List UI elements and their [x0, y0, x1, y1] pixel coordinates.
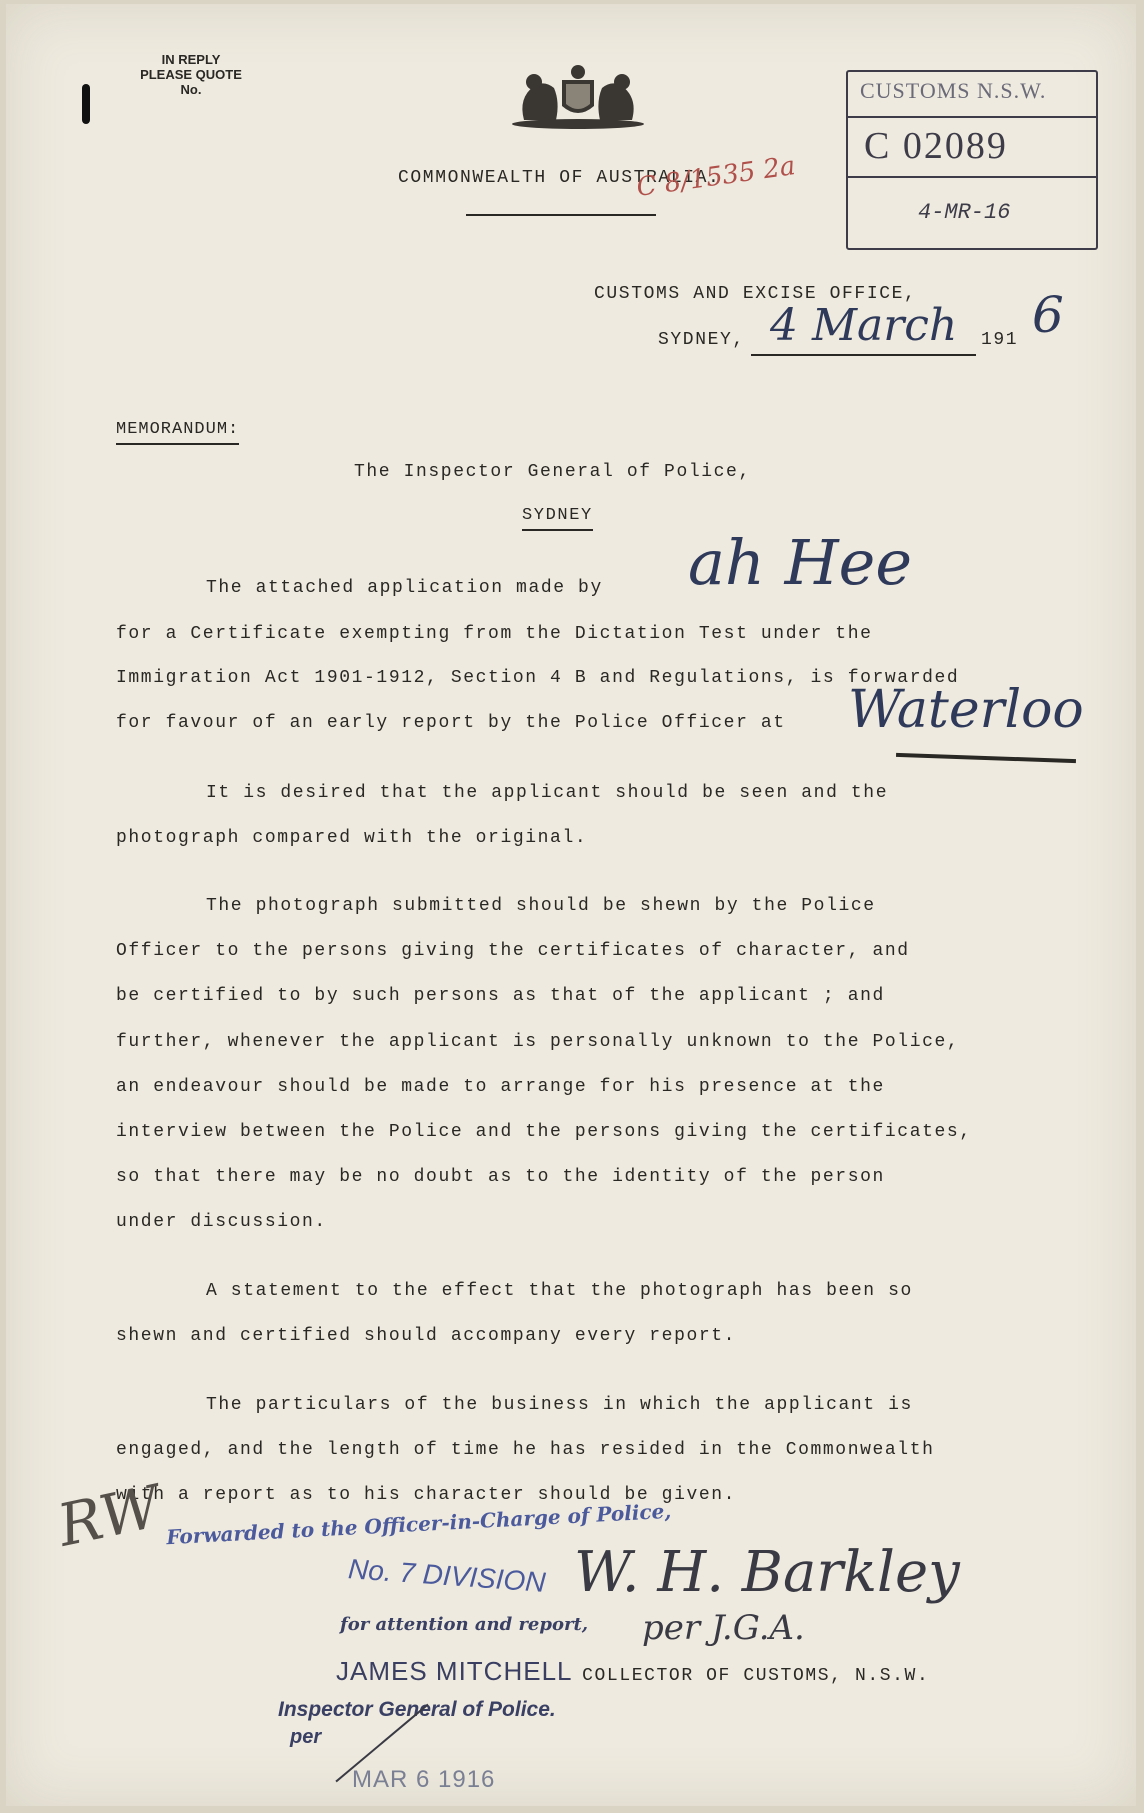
coat-of-arms-icon — [504, 62, 652, 132]
para2-line1: It is desired that the applicant should be seen and the — [206, 783, 889, 803]
para3-line8: under discussion. — [116, 1212, 327, 1232]
initials-mark: RW — [52, 1472, 166, 1560]
memo-addressee: The Inspector General of Police, — [354, 462, 751, 482]
file-annotation: C 8/1535 2a — [634, 151, 798, 203]
para5-line2: engaged, and the length of time he has resided in the Commonwealth — [116, 1440, 935, 1460]
para1-line1: The attached application made by — [206, 578, 603, 598]
document-title: COMMONWEALTH OF AUSTRALIA. — [398, 168, 721, 188]
inspector-stamp: Inspector General of Police. — [278, 1698, 556, 1721]
collector-line — [336, 1656, 929, 1687]
stamp-number: C 02089 — [864, 125, 1008, 167]
para3-line2: Officer to the persons giving the certificates of character, and — [116, 941, 910, 961]
para3-line5: an endeavour should be made to arrange for his presence at the — [116, 1077, 885, 1097]
location-handwritten: Waterloo — [848, 680, 1084, 740]
para1-line3: Immigration Act 1901-1912, Section 4 B and Regulations, is forwarded — [116, 668, 960, 688]
document-page — [6, 4, 1136, 1806]
para3-line1: The photograph submitted should be shewn by the Police — [206, 896, 876, 916]
para3-line6: interview between the Police and the persons giving the certificates, — [116, 1122, 972, 1142]
para4-line2: shewn and certified should accompany every report. — [116, 1326, 737, 1346]
date-handwritten: 4 March — [770, 300, 958, 351]
collector-name: JAMES MITCHELL — [336, 1656, 573, 1686]
stamp-divider — [848, 176, 1096, 178]
para3-line3: be certified to by such persons as that of the applicant ; and — [116, 986, 885, 1006]
date-year-handwritten: 6 — [1032, 286, 1064, 344]
para3-line4: further, whenever the applicant is personally unknown to the Police, — [116, 1032, 960, 1052]
reply-line-1: IN REPLY — [161, 52, 221, 67]
para2-line2: photograph compared with the original. — [116, 828, 588, 848]
title-rule — [466, 214, 656, 216]
para1-line2: for a Certificate exempting from the Dictation Test under the — [116, 624, 873, 644]
para1-line4: for favour of an early report by the Police Officer at — [116, 713, 786, 733]
stamp-date: 4-MR-16 — [918, 200, 1011, 225]
attention-stamp: for attention and report, — [340, 1614, 589, 1635]
collector-title: COLLECTOR OF CUSTOMS, N.S.W. — [582, 1666, 930, 1686]
memo-heading: MEMORANDUM: — [116, 420, 239, 445]
punch-mark — [82, 84, 90, 124]
date-rule — [751, 354, 976, 356]
per-stamp: per — [290, 1726, 322, 1748]
reply-quote-block — [116, 52, 266, 97]
signature: W. H. Barkley — [574, 1540, 960, 1605]
per-initials: per J.G.A. — [642, 1608, 805, 1648]
reply-line-3: No. — [180, 82, 202, 97]
stamp-divider — [848, 116, 1096, 118]
para3-line7: so that there may be no doubt as to the identity of the person — [116, 1167, 885, 1187]
customs-stamp — [846, 70, 1098, 250]
received-date-stamp: MAR 6 1916 — [352, 1766, 496, 1793]
applicant-name: ah Hee — [688, 526, 913, 599]
memo-city: SYDNEY — [522, 506, 593, 531]
reply-line-2: PLEASE QUOTE — [140, 67, 242, 82]
para5-line1: The particulars of the business in which the applicant is — [206, 1395, 913, 1415]
para5-line3: with a report as to his character should be given. — [116, 1485, 737, 1505]
stamp-top-text: CUSTOMS N.S.W. — [860, 78, 1047, 103]
para4-line1: A statement to the effect that the photograph has been so — [206, 1281, 913, 1301]
location-rule — [896, 753, 1076, 763]
office-name: CUSTOMS AND EXCISE OFFICE, — [594, 284, 917, 304]
division-stamp: No. 7 DIVISION — [347, 1553, 547, 1598]
date-year-printed: 191 — [981, 330, 1019, 350]
forwarded-stamp: Forwarded to the Officer-in-Charge of Police, — [165, 1498, 672, 1550]
date-prefix: SYDNEY, — [658, 330, 745, 350]
